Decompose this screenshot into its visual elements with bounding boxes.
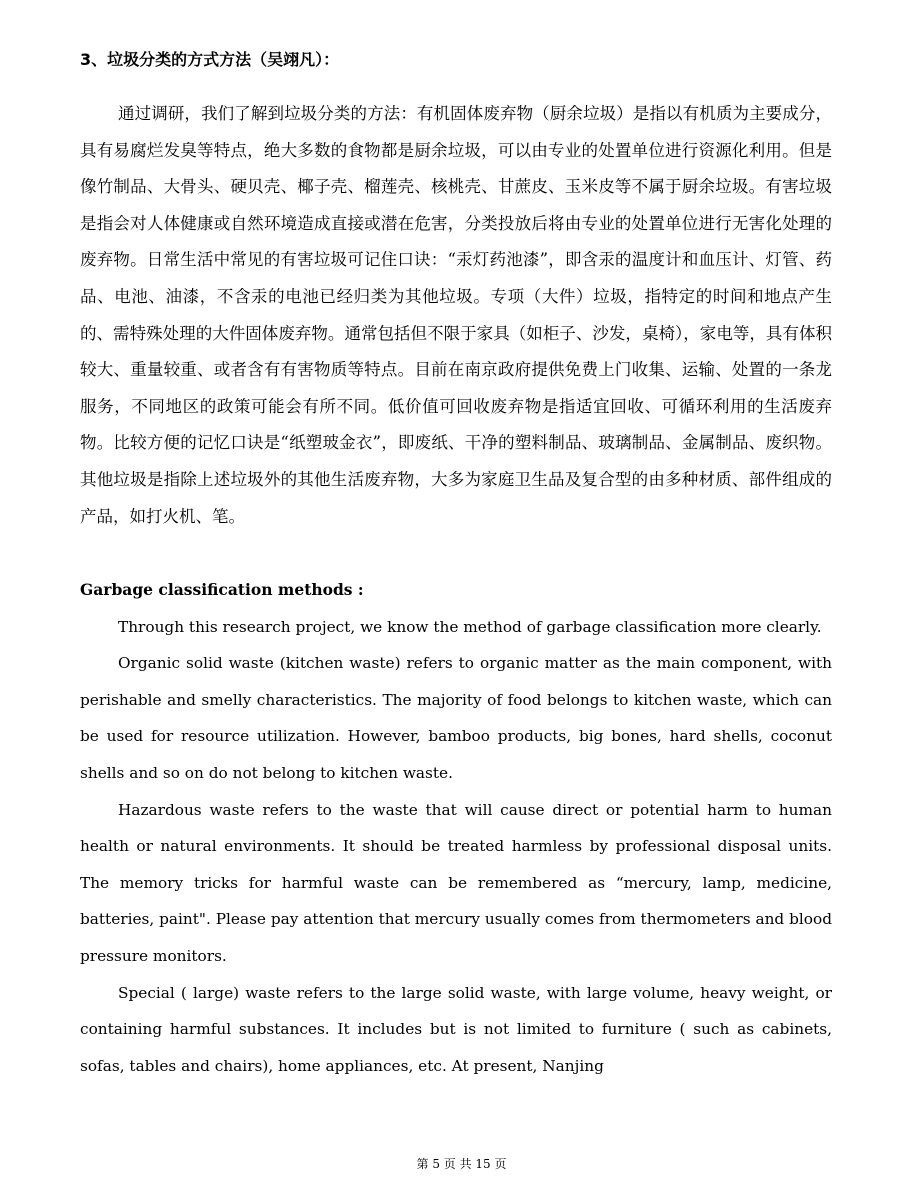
english-paragraph-special-waste: Special ( large) waste refers to the large solid waste, with large volume, heavy weight, or containing harmful substances. It includes but is not limited to furniture ( such as cabinets, sofas, tables and chairs), home appliances, etc. At present, Nanjing bbox=[80, 983, 832, 1075]
english-section bbox=[80, 572, 832, 1084]
english-paragraph-organic-waste: Organic solid waste (kitchen waste) refers to organic matter as the main component, with perishable and smelly characteristics. The majority of food belongs to kitchen waste, which can be used for resource utilization. However, bamboo products, big bones, hard shells, coconut shells and so on do not belong to kitchen waste. bbox=[80, 654, 832, 782]
section-heading: 3、垃圾分类的方式方法（吴翊凡）： bbox=[80, 50, 340, 69]
page-number-footer: 第 5 页 共 15 页 bbox=[416, 1157, 507, 1171]
english-heading: Garbage classification methods : bbox=[80, 580, 364, 599]
english-paragraph-hazardous-waste: Hazardous waste refers to the waste that will cause direct or potential harm to human health or natural environments. It should be treated harmless by professional disposal units. The memory tricks for harmful waste can be remembered as “mercury, lamp, medicine, batteries, paint". Please pay attention that mercury usually comes from thermometers and blood pressure monitors. bbox=[80, 800, 832, 965]
chinese-paragraph: 通过调研，我们了解到垃圾分类的方法：有机固体废弃物（厨余垃圾）是指以有机质为主要成分，具有易腐烂发臭等特点，绝大多数的食物都是厨余垃圾，可以由专业的处置单位进行资源化利用。但是像竹制品、大骨头、硬贝壳、椰子壳、榴莲壳、核桃壳、甘蔗皮、玉米皮等不属于厨余垃圾。有害垃圾是指会对人体健康或自然环境造成直接或潜在危害，分类投放后将由专业的处置单位进行无害化处理的废弃物。日常生活中常见的有害垃圾可记住口诀：“汞灯药池漆”，即含汞的温度计和血压计、灯管、药品、电池、油漆，不含汞的电池已经归类为其他垃圾。专项（大件）垃圾，指特定的时间和地点产生的、需特殊处理的大件固体废弃物。通常包括但不限于家具（如柜子、沙发，桌椅），家电等，具有体积较大、重量较重、或者含有有害物质等特点。目前在南京政府提供免费上门收集、运输、处置的一条龙服务，不同地区的政策可能会有所不同。低价值可回收废弃物是指适宜回收、可循环利用的生活废弃物。比较方便的记忆口诀是“纸塑玻金衣”，即废纸、干净的塑料制品、玻璃制品、金属制品、废织物。其他垃圾是指除上述垃圾外的其他生活废弃物，大多为家庭卫生品及复合型的由多种材质、部件组成的产品，如打火机、笔。 bbox=[80, 104, 832, 526]
english-paragraph-intro: Through this research project, we know the method of garbage classification more clearly. bbox=[118, 617, 822, 636]
